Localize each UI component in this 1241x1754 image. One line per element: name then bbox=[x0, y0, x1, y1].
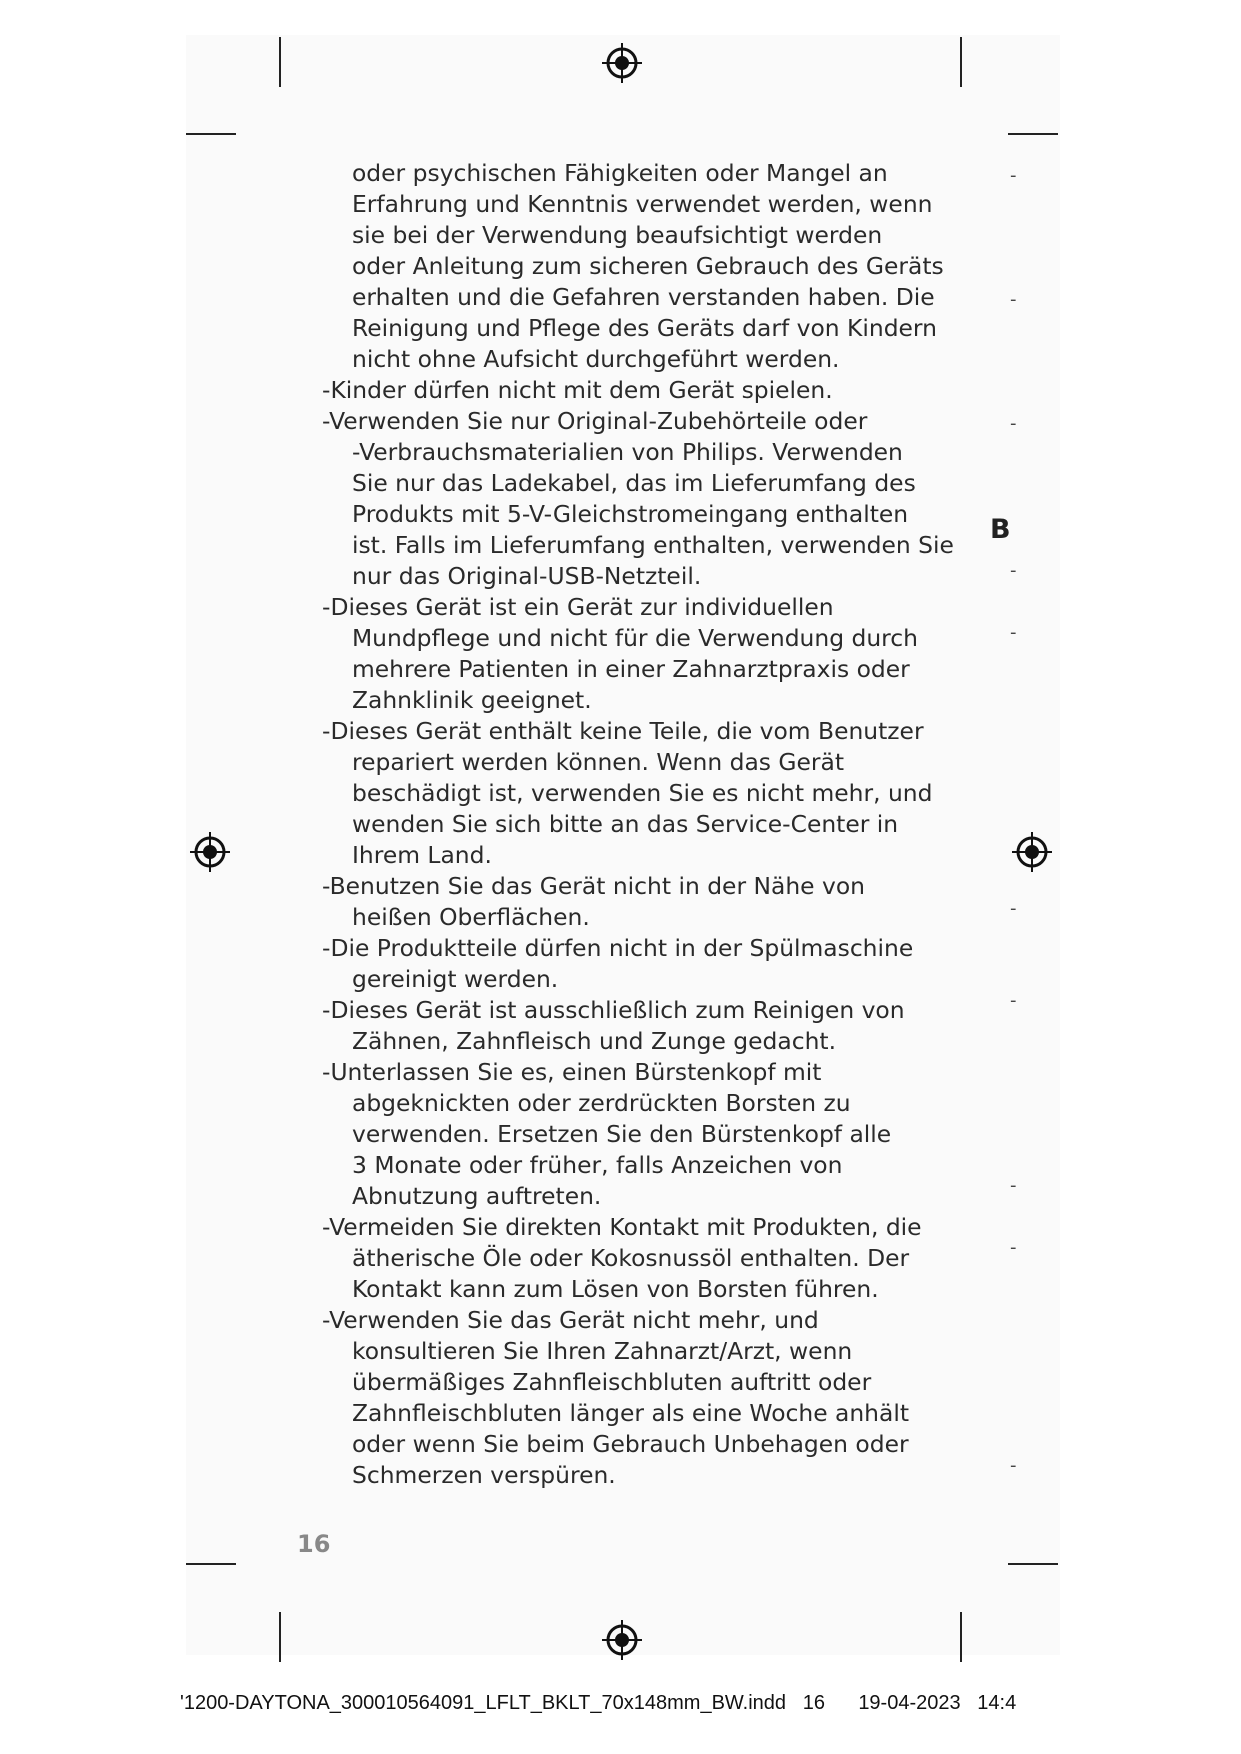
margin-dash: - bbox=[1010, 1237, 1017, 1258]
continuation-line: oder psychischen Fähigkeiten oder Mangel an bbox=[352, 159, 888, 187]
list-item-line: 3 Monate oder früher, falls Anzeichen von bbox=[352, 1151, 843, 1179]
continuation-line: Reinigung und Pflege des Geräts darf von Kindern bbox=[352, 314, 937, 342]
list-item-line: Kontakt kann zum Lösen von Borsten führen. bbox=[352, 1275, 879, 1303]
crop-mark-bottom-right bbox=[960, 1612, 962, 1662]
list-item-line: -Benutzen Sie das Gerät nicht in der Nähe von bbox=[322, 872, 865, 900]
list-item-line: repariert werden können. Wenn das Gerät bbox=[352, 748, 845, 776]
crop-mark-top-left bbox=[279, 37, 281, 87]
crop-mark-right-lower bbox=[1008, 1563, 1058, 1565]
list-item-line: -Dieses Gerät ist ausschließlich zum Reinigen von bbox=[322, 996, 905, 1024]
continuation-line: nicht ohne Aufsicht durchgeführt werden. bbox=[352, 345, 840, 373]
slug-date: 19-04-2023 bbox=[858, 1692, 961, 1714]
page-number: 16 bbox=[297, 1530, 331, 1558]
crop-mark-left-lower bbox=[186, 1563, 236, 1565]
list-item-line: Schmerzen verspüren. bbox=[352, 1461, 616, 1489]
list-item-line: -Dieses Gerät enthält keine Teile, die vom Benutzer bbox=[322, 717, 924, 745]
list-item-line: -Unterlassen Sie es, einen Bürstenkopf mit bbox=[322, 1058, 822, 1086]
margin-dash: - bbox=[1010, 1175, 1017, 1196]
list-item-line: gereinigt werden. bbox=[352, 965, 559, 993]
list-item-line: -Dieses Gerät ist ein Gerät zur individuellen bbox=[322, 593, 834, 621]
registration-mark-left-icon bbox=[188, 830, 232, 874]
continuation-line: oder Anleitung zum sicheren Gebrauch des Geräts bbox=[352, 252, 944, 280]
slug-time: 14:4 bbox=[977, 1692, 1017, 1714]
crop-mark-right-upper bbox=[1008, 133, 1058, 135]
margin-dash: - bbox=[1010, 990, 1017, 1011]
print-slug-footer bbox=[180, 1692, 1016, 1715]
registration-mark-right-icon bbox=[1010, 830, 1054, 874]
list-item-line: -Verwenden Sie nur Original-Zubehörteile oder bbox=[322, 407, 868, 435]
list-item-line: abgeknickten oder zerdrückten Borsten zu bbox=[352, 1089, 851, 1117]
list-item-line: Sie nur das Ladekabel, das im Lieferumfang des bbox=[352, 469, 916, 497]
list-item-line: verwenden. Ersetzen Sie den Bürstenkopf alle bbox=[352, 1120, 892, 1148]
margin-dash: - bbox=[1010, 165, 1017, 186]
list-item-line: ist. Falls im Lieferumfang enthalten, verwenden Sie bbox=[352, 531, 954, 559]
list-item-line: -Verbrauchsmaterialien von Philips. Verwenden bbox=[352, 438, 903, 466]
slug-filename: '1200-DAYTONA_300010564091_LFLT_BKLT_70x148mm_BW.indd bbox=[180, 1692, 787, 1714]
crop-mark-bottom-left bbox=[279, 1612, 281, 1662]
list-item-line: nur das Original-USB-Netzteil. bbox=[352, 562, 702, 590]
list-item-line: -Die Produktteile dürfen nicht in der Spülmaschine bbox=[322, 934, 914, 962]
list-item-line: Zahnklinik geeignet. bbox=[352, 686, 592, 714]
registration-mark-bottom-icon bbox=[600, 1618, 644, 1662]
list-item-line: -Kinder dürfen nicht mit dem Gerät spielen. bbox=[322, 376, 833, 404]
continuation-line: sie bei der Verwendung beaufsichtigt werden bbox=[352, 221, 883, 249]
slug-page: 16 bbox=[802, 1692, 825, 1714]
list-item-line: Mundpflege und nicht für die Verwendung durch bbox=[352, 624, 918, 652]
continuation-line: Erfahrung und Kenntnis verwendet werden, wenn bbox=[352, 190, 933, 218]
list-item-line: Abnutzung auftreten. bbox=[352, 1182, 602, 1210]
list-item-line: -Verwenden Sie das Gerät nicht mehr, und bbox=[322, 1306, 819, 1334]
safety-instructions-text bbox=[322, 158, 962, 1491]
list-item-line: oder wenn Sie beim Gebrauch Unbehagen oder bbox=[352, 1430, 909, 1458]
list-item-line: wenden Sie sich bitte an das Service-Center in bbox=[352, 810, 899, 838]
language-tab-letter: B bbox=[990, 514, 1011, 545]
list-item-line: Ihrem Land. bbox=[352, 841, 492, 869]
margin-dash: - bbox=[1010, 413, 1017, 434]
registration-mark-top-icon bbox=[600, 41, 644, 85]
list-item-line: Produkts mit 5-V-Gleichstromeingang enthalten bbox=[352, 500, 909, 528]
margin-dash: - bbox=[1010, 560, 1017, 581]
list-item-line: ätherische Öle oder Kokosnussöl enthalten. Der bbox=[352, 1244, 910, 1272]
list-item-line: Zähnen, Zahnfleisch und Zunge gedacht. bbox=[352, 1027, 837, 1055]
list-item-line: -Vermeiden Sie direkten Kontakt mit Produkten, die bbox=[322, 1213, 922, 1241]
margin-dash: - bbox=[1010, 289, 1017, 310]
list-item-line: mehrere Patienten in einer Zahnarztpraxis oder bbox=[352, 655, 910, 683]
crop-mark-left-upper bbox=[186, 133, 236, 135]
list-item-line: heißen Oberflächen. bbox=[352, 903, 590, 931]
margin-dash: - bbox=[1010, 1455, 1017, 1476]
continuation-line: erhalten und die Gefahren verstanden haben. Die bbox=[352, 283, 935, 311]
list-item-line: konsultieren Sie Ihren Zahnarzt/Arzt, wenn bbox=[352, 1337, 853, 1365]
list-item-line: übermäßiges Zahnfleischbluten auftritt oder bbox=[352, 1368, 872, 1396]
list-item-line: beschädigt ist, verwenden Sie es nicht mehr, und bbox=[352, 779, 933, 807]
margin-dash: - bbox=[1010, 622, 1017, 643]
margin-dash: - bbox=[1010, 898, 1017, 919]
list-item-line: Zahnfleischbluten länger als eine Woche anhält bbox=[352, 1399, 910, 1427]
crop-mark-top-right bbox=[960, 37, 962, 87]
